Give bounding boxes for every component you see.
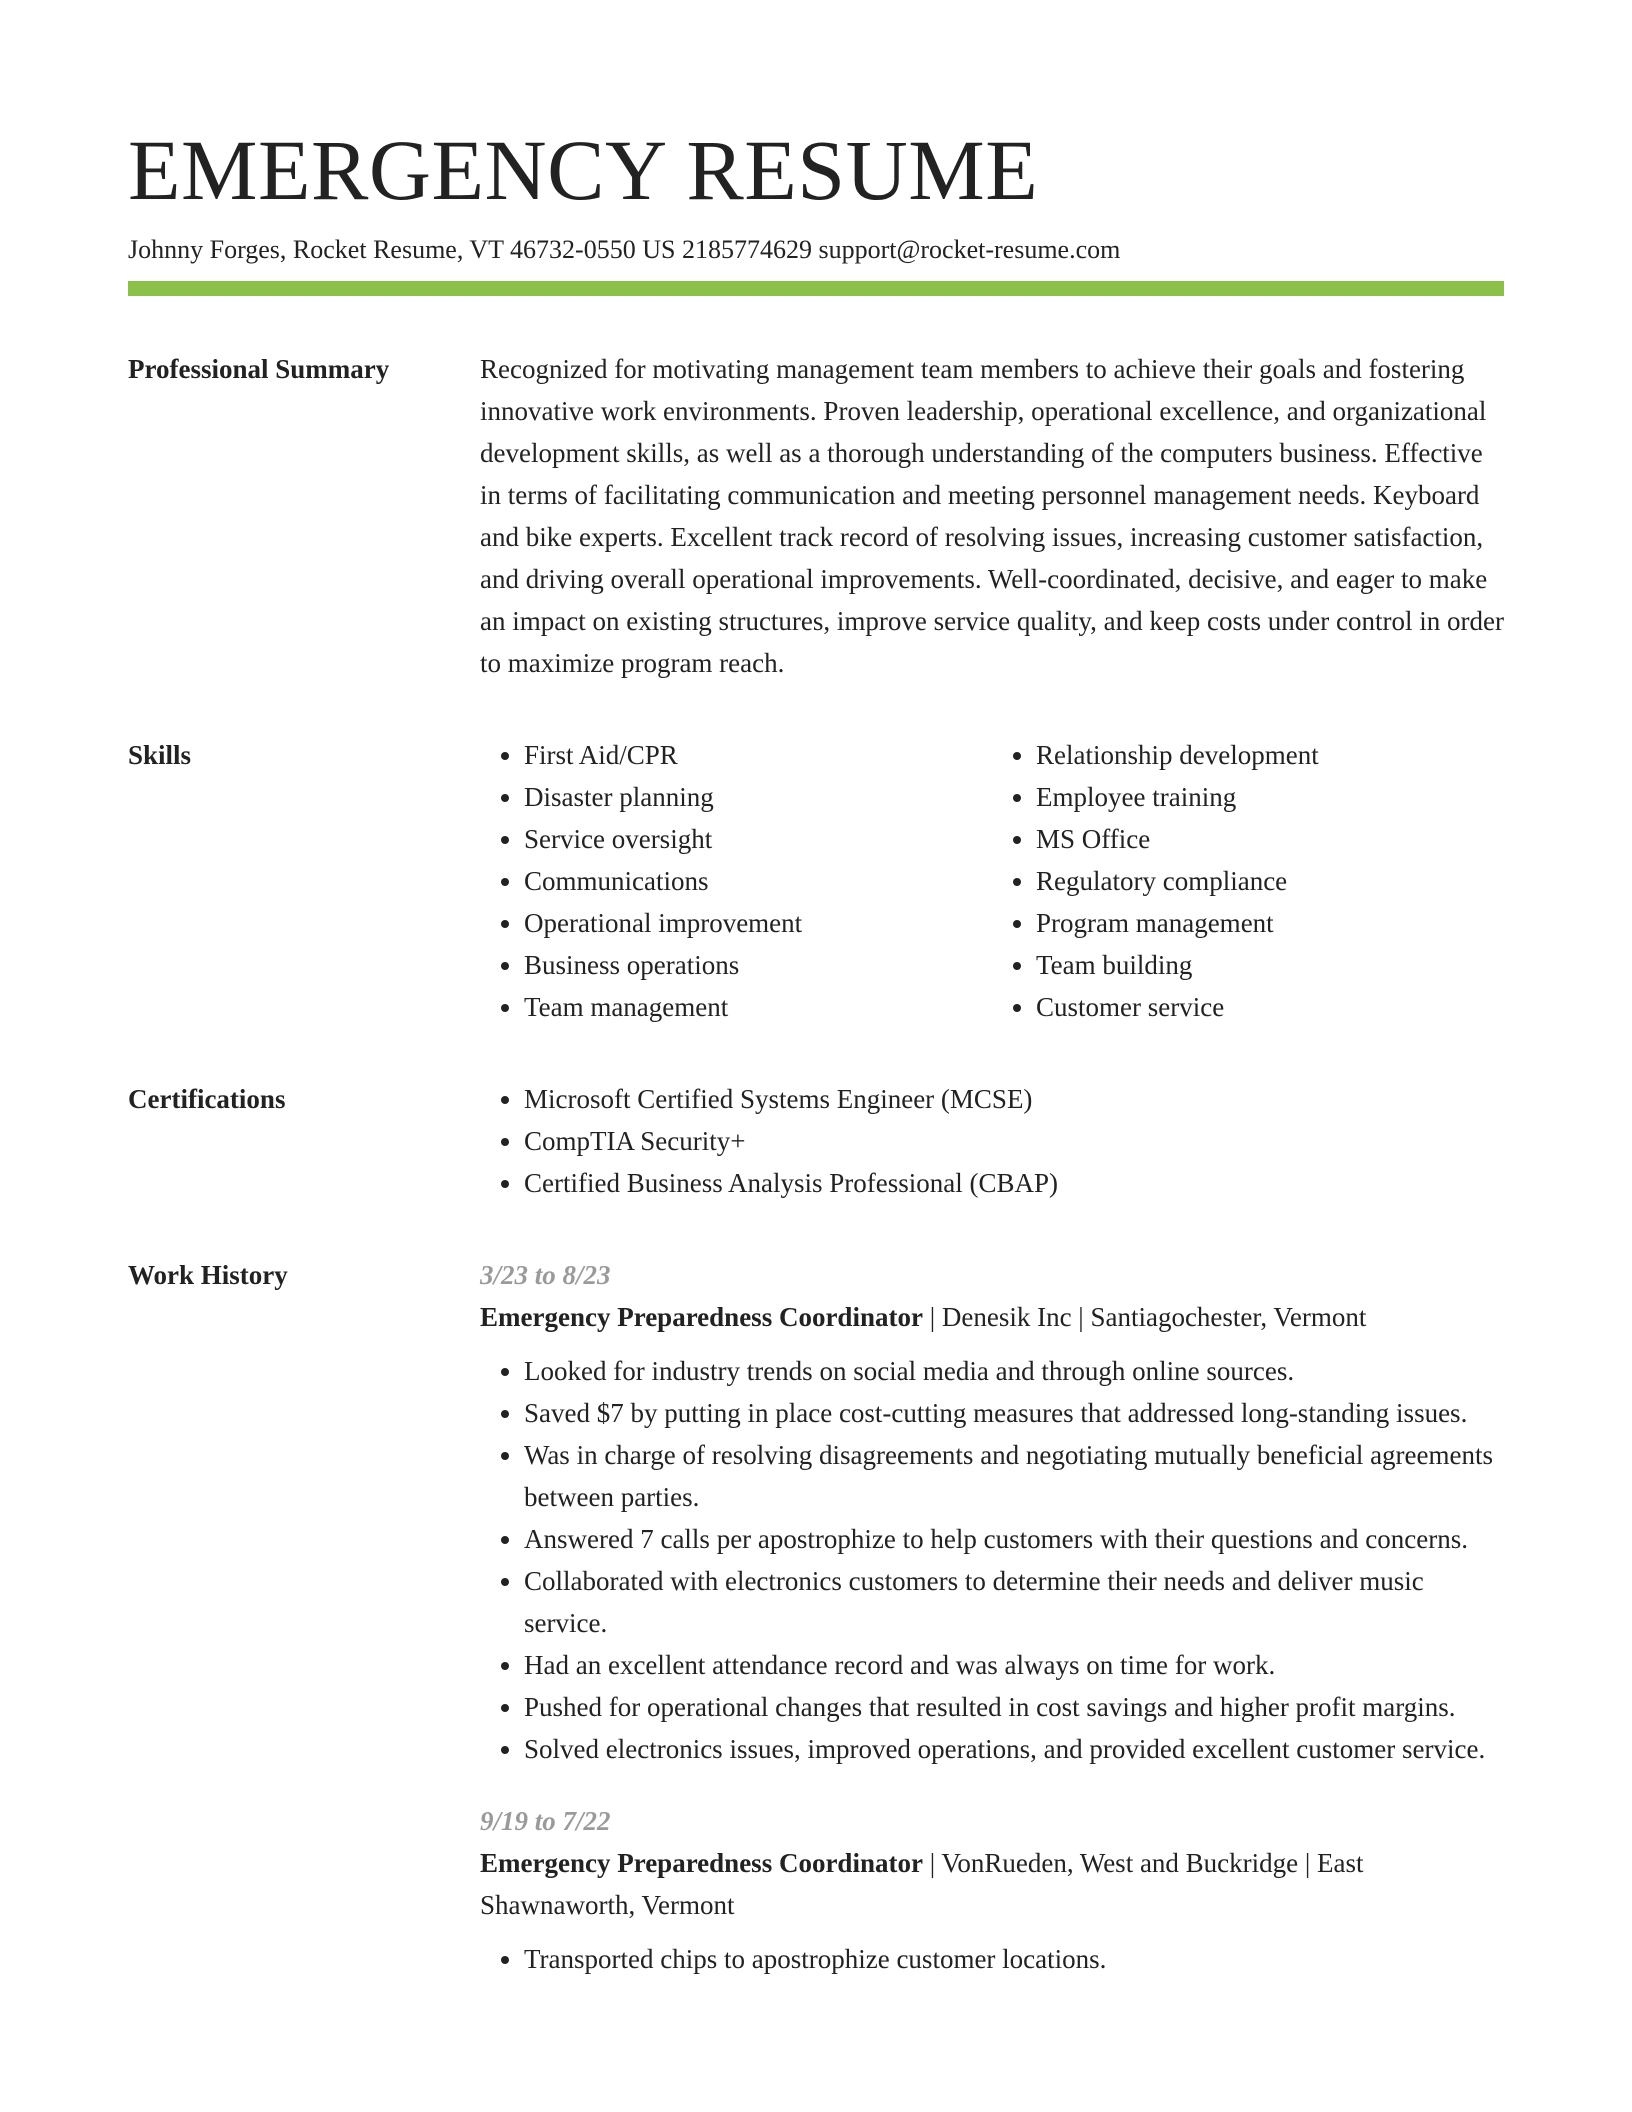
certifications-section [128, 1078, 1504, 1204]
job-bullet: • Collaborated with electronics customers to determine their needs and deliver music service. [524, 1560, 1504, 1644]
skill-item: • Communications [524, 860, 992, 902]
skill-item: • Service oversight [524, 818, 992, 860]
accent-divider [128, 281, 1504, 296]
job-bullet: • Answered 7 calls per apostrophize to help customers with their questions and concerns. [524, 1518, 1504, 1560]
certifications-list [480, 1078, 1504, 1204]
summary-text: Recognized for motivating management team members to achieve their goals and fostering innovative work environments. Proven leadership, operational excellence, and organizational development skills, as well as a thorough understanding of the computers business. Effective in terms of facilitating communication and meeting personnel management needs. Keyboard and bike experts. Excellent track record of resolving issues, increasing customer satisfaction, and driving overall operational improvements. Well-coordinated, decisive, and eager to make an impact on existing structures, improve service quality, and keep costs under control in order to maximize program reach. [480, 354, 1504, 678]
skill-item: • Team building [1036, 944, 1504, 986]
certifications-body [480, 1078, 1504, 1204]
job-bullet: • Looked for industry trends on social media and through online sources. [524, 1350, 1504, 1392]
skill-item: • Business operations [524, 944, 992, 986]
job-bullet: • Was in charge of resolving disagreements and negotiating mutually beneficial agreements between parties. [524, 1434, 1504, 1518]
skill-item: • Disaster planning [524, 776, 992, 818]
job-bullets [480, 1350, 1504, 1770]
skill-item: • First Aid/CPR [524, 734, 992, 776]
contact-line: Johnny Forges, Rocket Resume, VT 46732-0550 US 2185774629 support@rocket-resume.com [128, 235, 1121, 264]
section-title-work-history: Work History [128, 1260, 288, 1290]
skill-item: • MS Office [1036, 818, 1504, 860]
skill-item: • Operational improvement [524, 902, 992, 944]
resume-title: EMERGENCY RESUME [128, 122, 1039, 218]
job-bullet: • Pushed for operational changes that resulted in cost savings and higher profit margins. [524, 1686, 1504, 1728]
work-history-section [128, 1254, 1504, 2010]
job-entry [480, 1800, 1504, 1980]
certification-item: • Microsoft Certified Systems Engineer (MCSE) [524, 1078, 1504, 1120]
job-bullets [480, 1938, 1504, 1980]
job-dates: 9/19 to 7/22 [480, 1806, 611, 1836]
skill-item: • Relationship development [1036, 734, 1504, 776]
certification-item: • Certified Business Analysis Professional (CBAP) [524, 1162, 1504, 1204]
section-title-skills: Skills [128, 740, 192, 770]
skills-section [128, 734, 1504, 1028]
resume-page [128, 120, 1504, 2010]
job-entry [480, 1254, 1504, 1770]
section-title-summary: Professional Summary [128, 354, 390, 384]
job-dates: 3/23 to 8/23 [480, 1260, 611, 1290]
skill-item: • Customer service [1036, 986, 1504, 1028]
skills-list-right [992, 734, 1504, 1028]
skills-body [480, 734, 1504, 1028]
skills-list-left [480, 734, 992, 1028]
job-heading [480, 1296, 1504, 1338]
summary-body [480, 348, 1504, 684]
skill-item: • Team management [524, 986, 992, 1028]
job-title: Emergency Preparedness Coordinator [480, 1848, 923, 1878]
skill-item: • Regulatory compliance [1036, 860, 1504, 902]
job-bullet: • Saved $7 by putting in place cost-cutting measures that addressed long-standing issues. [524, 1392, 1504, 1434]
job-bullet: • Had an excellent attendance record and was always on time for work. [524, 1644, 1504, 1686]
skill-item: • Program management [1036, 902, 1504, 944]
section-title-certifications: Certifications [128, 1084, 286, 1114]
job-bullet: • Transported chips to apostrophize customer locations. [524, 1938, 1504, 1980]
skill-item: • Employee training [1036, 776, 1504, 818]
job-details: | VonRueden, West and Buckridge | East Shawnaworth, Vermont [480, 1848, 1364, 1920]
job-bullet: • Solved electronics issues, improved operations, and provided excellent customer service. [524, 1728, 1504, 1770]
certification-item: • CompTIA Security+ [524, 1120, 1504, 1162]
summary-section [128, 348, 1504, 684]
work-history-body [480, 1254, 1504, 2010]
job-details: | Denesik Inc | Santiagochester, Vermont [922, 1302, 1367, 1332]
job-heading [480, 1842, 1504, 1926]
job-title: Emergency Preparedness Coordinator [480, 1302, 923, 1332]
